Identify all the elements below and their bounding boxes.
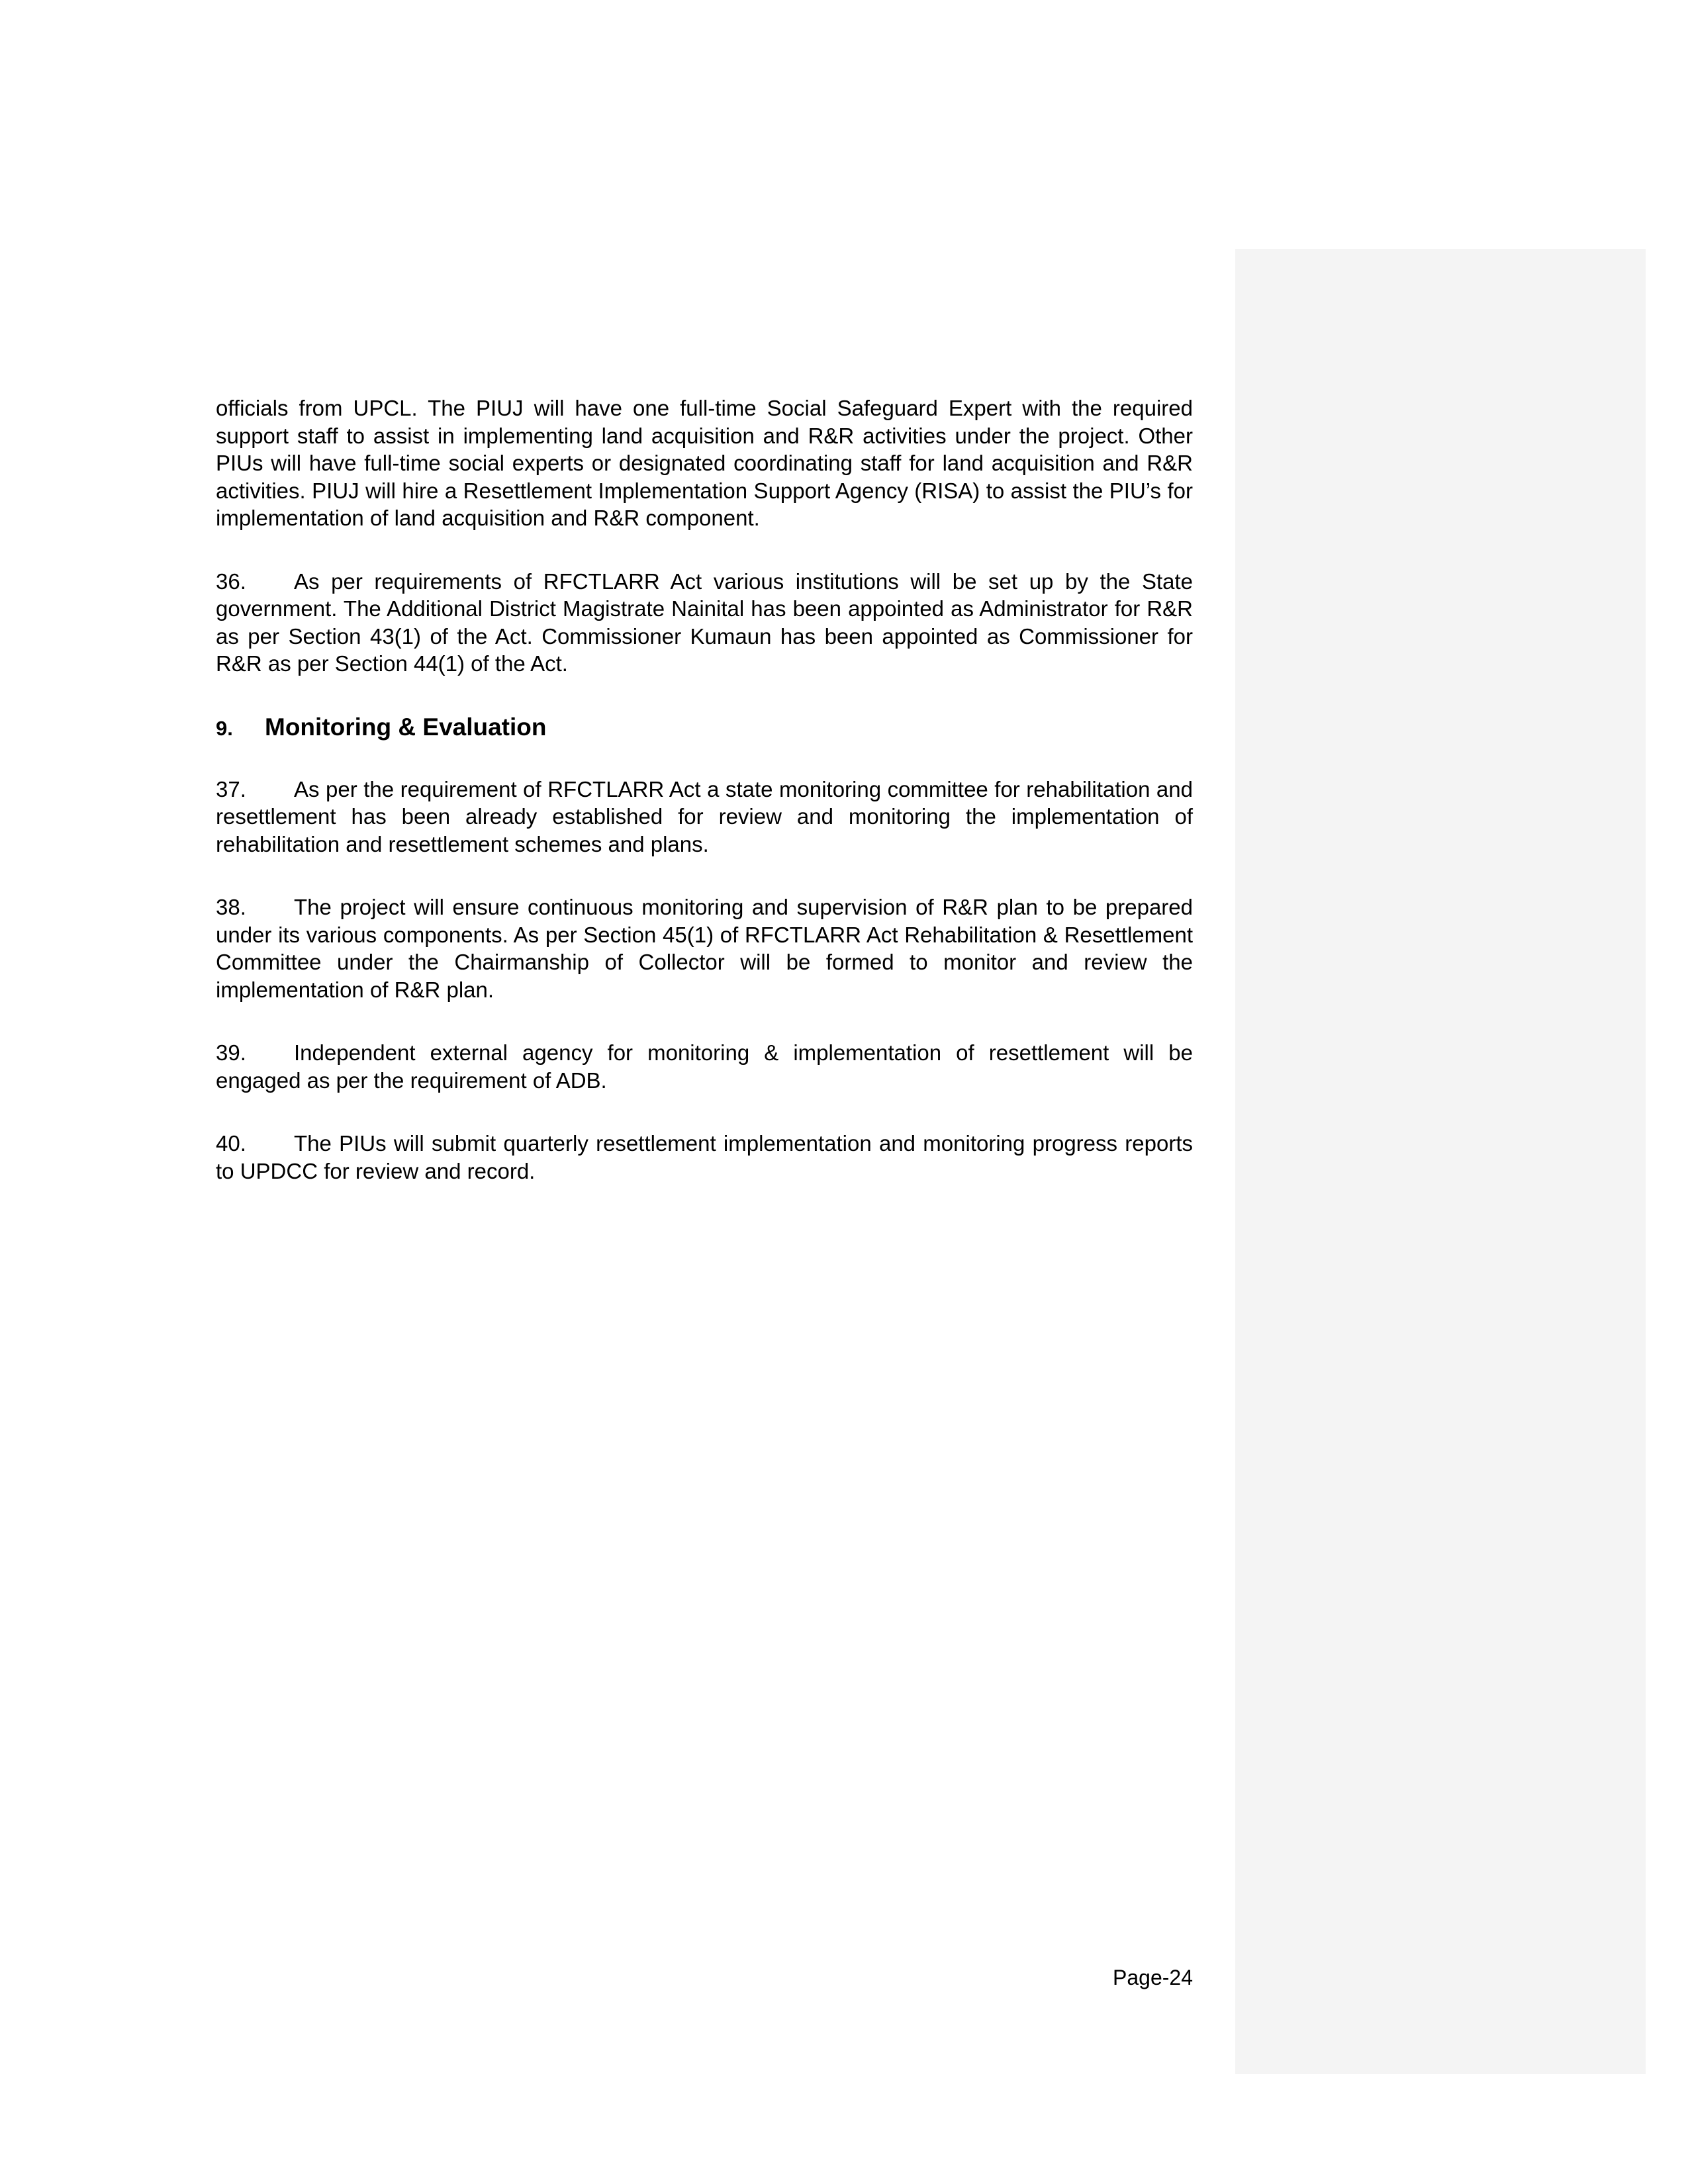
paragraph-number: 40. — [216, 1131, 246, 1156]
paragraph-39 — [216, 1039, 1193, 1094]
paragraph-text: Independent external agency for monitoring & implementation of resettlement will be engaged as per the requirement of ADB. — [216, 1040, 1193, 1093]
paragraph-number: 36. — [216, 569, 246, 594]
paragraph-text: The PIUs will submit quarterly resettlement implementation and monitoring progress reports to UPDCC for review and record. — [216, 1131, 1193, 1183]
section-heading — [216, 713, 1193, 741]
paragraph-number: 39. — [216, 1040, 246, 1065]
paragraph-37 — [216, 776, 1193, 858]
paragraph-36 — [216, 568, 1193, 678]
paragraph-text: As per the requirement of RFCTLARR Act a state monitoring committee for rehabilitation and resettlement has been already established for review and monitoring the implementation of rehabilitation and resettlement schemes and plans. — [216, 776, 1193, 856]
page-number: Page-24 — [1113, 1966, 1193, 1989]
page-body — [216, 394, 1193, 1220]
paragraph-38 — [216, 893, 1193, 1003]
section-number: 9. — [216, 716, 233, 740]
paragraph-number: 38. — [216, 895, 246, 919]
intro-paragraph: officials from UPCL. The PIUJ will have one full-time Social Safeguard Expert with the required support staff to assist in implementing land acquisition and R&R activities under the project. Other PIUs will have full-time social experts or designated coordinating staff for land acquisition and R&R activities. PIUJ will hire a Resettlement Implementation Support Agency (RISA) to assist the PIU’s for implementation of land acquisition and R&R component. — [216, 396, 1193, 530]
comment-margin-pane — [1235, 249, 1646, 2074]
paragraph-text: The project will ensure continuous monitoring and supervision of R&R plan to be prepared under its various components. As per Section 45(1) of RFCTLARR Act Rehabilitation & Resettlement Committee under the Chairmanship of Collector will be formed to monitor and review the implementation of R&R plan. — [216, 895, 1193, 1002]
paragraph-40 — [216, 1130, 1193, 1185]
paragraph-text: As per requirements of RFCTLARR Act various institutions will be set up by the State government. The Additional District Magistrate Nainital has been appointed as Administrator for R&R as per Section 43(1) of the Act. Commissioner Kumaun has been appointed as Commissioner for R&R as per Section 44(1) of the Act. — [216, 569, 1193, 676]
section-title: Monitoring & Evaluation — [265, 713, 547, 741]
paragraph-number: 37. — [216, 776, 246, 801]
